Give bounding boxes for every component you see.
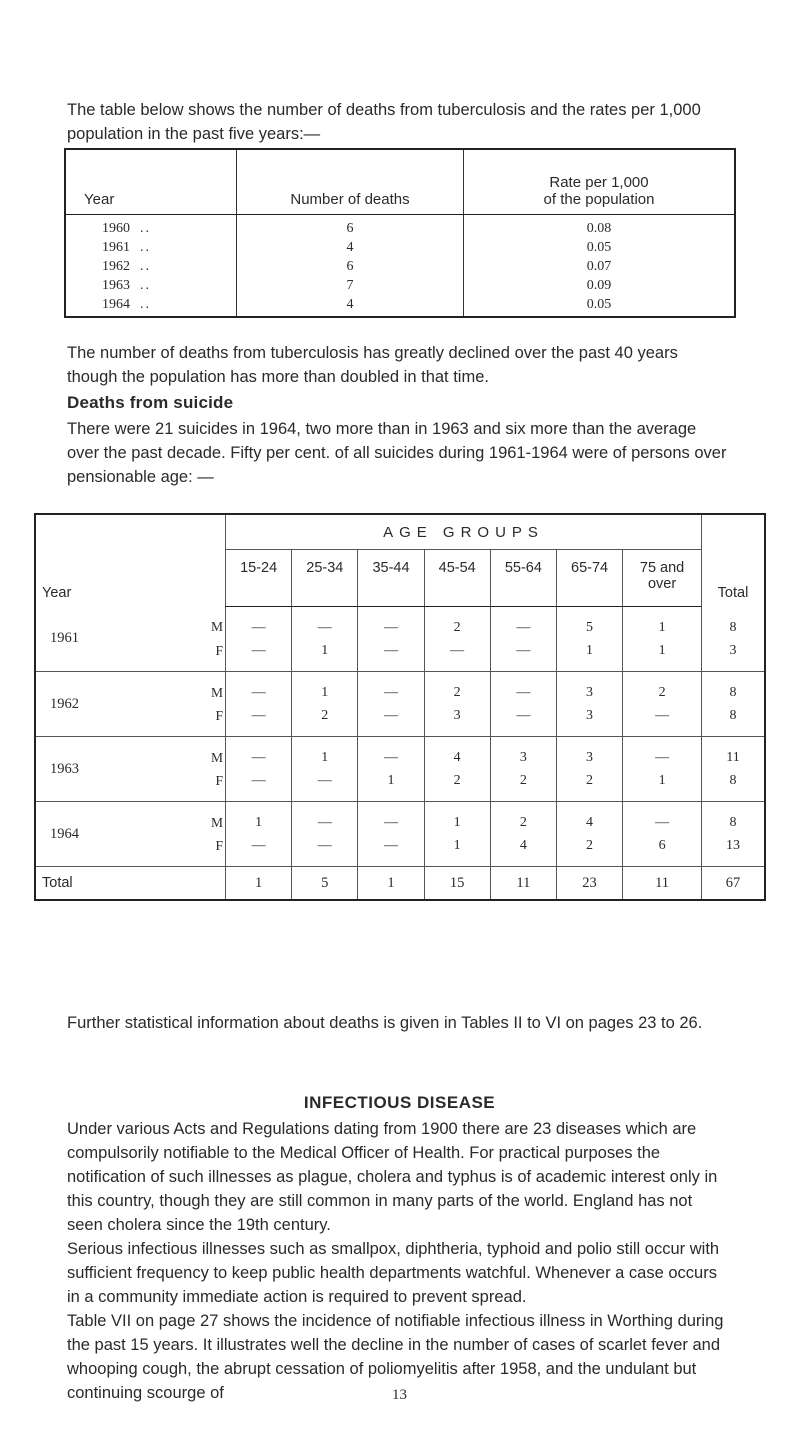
- tb-year-cell: 1960 ..: [65, 215, 237, 239]
- suicide-value-cell: 1: [556, 639, 622, 672]
- suicide-total-cell: 11: [490, 867, 556, 901]
- suicide-value-cell: 1: [292, 639, 358, 672]
- suicide-value-cell: 2: [292, 704, 358, 737]
- suicide-value-cell: —: [226, 737, 292, 770]
- suicide-header-age-groups: AGE GROUPS: [226, 514, 702, 550]
- suicide-value-cell: —: [226, 769, 292, 802]
- suicide-value-cell: —: [623, 704, 702, 737]
- suicide-value-cell: 2: [490, 802, 556, 835]
- suicide-table: [34, 513, 766, 901]
- suicide-total-cell: 5: [292, 867, 358, 901]
- tb-rate-cell: 0.08: [586, 221, 612, 236]
- female-label: F: [207, 769, 226, 802]
- suicide-value-cell: —: [358, 639, 424, 672]
- suicide-value-cell: 1: [623, 607, 702, 640]
- tb-year-cell: 1962 ..: [65, 257, 237, 276]
- table-row: [35, 737, 765, 770]
- suicide-value-cell: 2: [556, 769, 622, 802]
- male-label: M: [211, 814, 224, 830]
- suicide-value-cell: —: [358, 704, 424, 737]
- age-column-header: 55-64: [490, 550, 556, 607]
- total-label: Total: [35, 867, 226, 901]
- age-column-header: 15-24: [226, 550, 292, 607]
- tb-paragraph: The number of deaths from tuberculosis has greatly declined over the past 40 years though the population has more than doubled in that time.: [67, 344, 678, 386]
- tuberculosis-table: [64, 148, 736, 318]
- suicide-total-row: [35, 867, 765, 901]
- suicide-value-cell: 4: [490, 834, 556, 867]
- suicide-value-cell: —: [358, 737, 424, 770]
- tb-rate-cell: 0.05: [586, 297, 612, 312]
- suicide-value-cell: —: [490, 704, 556, 737]
- suicide-value-cell: —: [226, 672, 292, 705]
- suicide-total-cell: 11: [623, 867, 702, 901]
- suicide-value-cell: —: [226, 704, 292, 737]
- female-label: F: [207, 834, 226, 867]
- male-label: M: [211, 684, 224, 700]
- suicide-table-body: [35, 607, 765, 867]
- suicide-value-cell: —: [623, 737, 702, 770]
- table-row: [35, 672, 765, 705]
- infectious-disease-text: [67, 1117, 732, 1405]
- suicide-value-cell: 2: [424, 672, 490, 705]
- suicide-value-cell: 3: [490, 737, 556, 770]
- suicide-value-cell: —: [226, 607, 292, 640]
- paragraph: Table VII on page 27 shows the incidence of notifiable infectious illness in Worthing during the past 15 years. It illustrates well the decline in the number of cases of scarlet fever and whooping cough, the abrupt cessation of poliomyelitis after 1958, and the undulant but continuing scourge of: [67, 1312, 724, 1402]
- tb-year-cell: 1961 ..: [65, 238, 237, 257]
- suicide-total-cell: 1: [226, 867, 292, 901]
- tb-deaths-cell: 6: [237, 215, 464, 239]
- tb-rate-cell: 0.05: [586, 240, 612, 255]
- suicide-value-cell: 11: [702, 737, 766, 770]
- suicide-value-cell: 3: [556, 672, 622, 705]
- tb-table-header: [65, 149, 735, 215]
- suicide-value-cell: 3: [556, 737, 622, 770]
- suicide-value-cell: —: [623, 802, 702, 835]
- table-row: [35, 607, 765, 640]
- suicide-total-cell: 67: [702, 867, 766, 901]
- table-row: [65, 238, 735, 257]
- suicide-value-cell: 2: [490, 769, 556, 802]
- suicide-value-cell: 8: [702, 672, 766, 705]
- suicide-value-cell: 8: [702, 704, 766, 737]
- page-number: 13: [392, 1387, 407, 1403]
- suicide-value-cell: 1: [358, 769, 424, 802]
- female-label: F: [207, 639, 226, 672]
- suicide-value-cell: 8: [702, 802, 766, 835]
- suicide-value-cell: 4: [424, 737, 490, 770]
- table-row: [65, 295, 735, 317]
- tb-rate-cell: 0.09: [586, 278, 612, 293]
- suicide-year-cell: 1961: [35, 607, 207, 672]
- table-row: [65, 215, 735, 239]
- tb-year-cell: 1964 ..: [65, 295, 237, 317]
- suicide-header-row-1: [35, 514, 765, 550]
- tb-deaths-cell: 6: [237, 257, 464, 276]
- suicide-year-cell: 1962: [35, 672, 207, 737]
- age-column-header: 35-44: [358, 550, 424, 607]
- table-row: [35, 802, 765, 835]
- tb-year-cell: 1963 ..: [65, 276, 237, 295]
- suicide-value-cell: —: [358, 607, 424, 640]
- suicide-value-cell: —: [424, 639, 490, 672]
- suicide-value-cell: 2: [424, 607, 490, 640]
- tb-header-rate: [464, 149, 736, 215]
- suicide-header-total: Total: [702, 514, 766, 607]
- age-column-header: 65-74: [556, 550, 622, 607]
- suicide-value-cell: —: [292, 607, 358, 640]
- tb-rate-cell: 0.07: [586, 259, 612, 274]
- infectious-disease-heading: INFECTIOUS DISEASE: [303, 1093, 496, 1112]
- suicide-value-cell: 8: [702, 769, 766, 802]
- age-column-header: 25-34: [292, 550, 358, 607]
- male-label: M: [211, 619, 224, 635]
- suicide-value-cell: 1: [424, 834, 490, 867]
- suicide-heading: Deaths from suicide: [67, 393, 234, 412]
- suicide-value-cell: 3: [424, 704, 490, 737]
- suicide-total-cell: 15: [424, 867, 490, 901]
- table-row: [65, 276, 735, 295]
- suicide-header-year: Year: [42, 584, 72, 601]
- suicide-value-cell: —: [490, 639, 556, 672]
- suicide-value-cell: —: [358, 802, 424, 835]
- tb-deaths-cell: 7: [237, 276, 464, 295]
- suicide-value-cell: 6: [623, 834, 702, 867]
- suicide-value-cell: 1: [292, 672, 358, 705]
- suicide-value-cell: 2: [556, 834, 622, 867]
- suicide-paragraph: There were 21 suicides in 1964, two more than in 1963 and six more than the average over the past decade. Fifty per cent. of all suicides during 1961-1964 were of persons over pensionable age: —: [67, 420, 727, 486]
- intro-paragraph: The table below shows the number of deaths from tuberculosis and the rates per 1,000 population in the past five years:—: [67, 101, 701, 143]
- suicide-value-cell: —: [292, 769, 358, 802]
- suicide-value-cell: —: [358, 672, 424, 705]
- suicide-value-cell: 1: [623, 769, 702, 802]
- suicide-total-cell: 23: [556, 867, 622, 901]
- tb-header-rate-line1: Rate per 1,000: [549, 174, 649, 191]
- suicide-year-cell: 1963: [35, 737, 207, 802]
- suicide-total-cell: 1: [358, 867, 424, 901]
- suicide-value-cell: 3: [556, 704, 622, 737]
- suicide-value-cell: 8: [702, 607, 766, 640]
- tb-deaths-cell: 4: [237, 238, 464, 257]
- further-info-paragraph: Further statistical information about deaths is given in Tables II to VI on pages 23 to 26.: [67, 1014, 703, 1032]
- female-label: F: [207, 704, 226, 737]
- age-column-header-75-over: 75 and over: [623, 550, 702, 607]
- age-column-header: 45-54: [424, 550, 490, 607]
- tb-header-deaths: Number of deaths: [237, 149, 464, 215]
- suicide-value-cell: —: [292, 802, 358, 835]
- suicide-value-cell: 1: [623, 639, 702, 672]
- suicide-value-cell: —: [226, 834, 292, 867]
- suicide-value-cell: 13: [702, 834, 766, 867]
- suicide-value-cell: 1: [424, 802, 490, 835]
- male-label: M: [211, 749, 224, 765]
- paragraph: Under various Acts and Regulations dating from 1900 there are 23 diseases which are compulsorily notifiable to the Medical Officer of Health. For practical purposes the notification of such illnesses as plague, cholera and typhus is of academic interest only in this country, though they are still common in many parts of the world. England has not seen cholera since the 19th century.: [67, 1120, 718, 1234]
- tb-deaths-cell: 4: [237, 295, 464, 317]
- table-row: [65, 257, 735, 276]
- suicide-value-cell: —: [292, 834, 358, 867]
- suicide-value-cell: 5: [556, 607, 622, 640]
- suicide-value-cell: —: [226, 639, 292, 672]
- suicide-value-cell: 3: [702, 639, 766, 672]
- suicide-value-cell: 2: [424, 769, 490, 802]
- tb-header-year: Year: [65, 149, 237, 215]
- suicide-value-cell: 1: [226, 802, 292, 835]
- suicide-value-cell: 2: [623, 672, 702, 705]
- suicide-value-cell: —: [490, 672, 556, 705]
- tb-header-rate-line2: of the population: [543, 191, 655, 208]
- suicide-value-cell: —: [490, 607, 556, 640]
- suicide-value-cell: 1: [292, 737, 358, 770]
- suicide-value-cell: —: [358, 834, 424, 867]
- suicide-year-cell: 1964: [35, 802, 207, 867]
- suicide-value-cell: 4: [556, 802, 622, 835]
- paragraph: Serious infectious illnesses such as smallpox, diphtheria, typhoid and polio still occur with sufficient frequency to keep public health departments watchful. Whenever a case occurs in a community immediate action is required to prevent spread.: [67, 1240, 720, 1306]
